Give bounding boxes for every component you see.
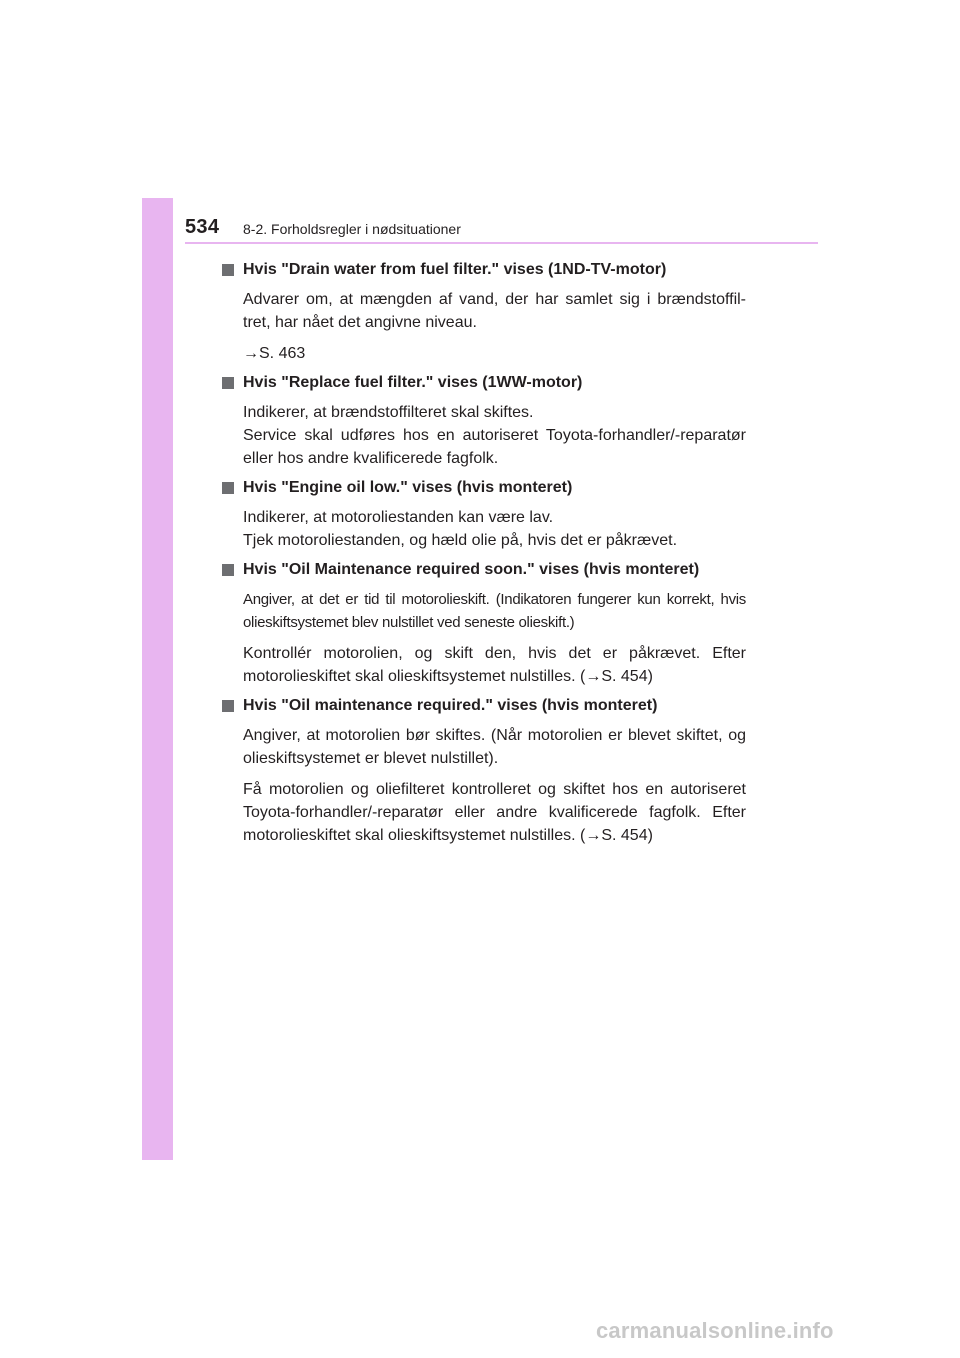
section-heading bbox=[222, 696, 746, 716]
heading-text: Hvis "Drain water from fuel filter." vises (1ND-TV-motor) bbox=[243, 261, 667, 278]
square-bullet-icon bbox=[222, 264, 234, 276]
paragraph: Tjek motoroliestanden, og hæld olie på, hvis det er påkrævet. bbox=[243, 532, 678, 549]
page-reference-link[interactable]: →S. 463 bbox=[243, 345, 306, 362]
header-divider bbox=[185, 242, 818, 244]
section-replace-fuel-filter bbox=[222, 373, 746, 470]
paragraph: Kontrollér motorolien, og skift den, hvis det er påkrævet. Efter motorolieskiftet skal olieskiftsystemet nulstilles. (→S. 454) bbox=[243, 645, 746, 685]
paragraph: Angiver, at motorolien bør skiftes. (Når motorolien er blevet skiftet, og olieskiftsystemet er blevet nulstillet). bbox=[243, 727, 746, 767]
paragraph: Service skal udføres hos en autoriseret Toyota-forhandler/-reparatør eller hos andre kvalificerede fagfolk. bbox=[243, 427, 746, 467]
content bbox=[222, 252, 746, 855]
square-bullet-icon bbox=[222, 377, 234, 389]
section-drain-water bbox=[222, 260, 746, 365]
section-heading bbox=[222, 560, 746, 580]
heading-text: Hvis "Replace fuel filter." vises (1WW-motor) bbox=[243, 374, 583, 391]
section-heading bbox=[222, 260, 746, 280]
paragraph: Angiver, at det er tid til motorolieskift. (Indikatoren fungerer kun korrekt, hvis olieskiftsystemet blev nulstillet ved seneste olieskift.) bbox=[243, 591, 746, 631]
heading-text: Hvis "Oil maintenance required." vises (hvis monteret) bbox=[243, 697, 658, 714]
heading-text: Hvis "Oil Maintenance required soon." vises (hvis monteret) bbox=[243, 561, 700, 578]
section-oil-maintenance-soon bbox=[222, 560, 746, 688]
square-bullet-icon bbox=[222, 564, 234, 576]
paragraph: Indikerer, at brændstoffilteret skal skiftes. bbox=[243, 404, 534, 421]
square-bullet-icon bbox=[222, 700, 234, 712]
square-bullet-icon bbox=[222, 482, 234, 494]
paragraph: Indikerer, at motoroliestanden kan være lav. bbox=[243, 509, 554, 526]
section-oil-maintenance-required bbox=[222, 696, 746, 847]
section-heading bbox=[222, 373, 746, 393]
heading-text: Hvis "Engine oil low." vises (hvis monteret) bbox=[243, 479, 573, 496]
chapter-side-band bbox=[142, 198, 173, 1160]
page-number: 534 bbox=[185, 216, 220, 238]
section-engine-oil-low bbox=[222, 478, 746, 552]
paragraph: Advarer om, at mængden af vand, der har samlet sig i brændstoffil-tret, har nået det angivne niveau. bbox=[243, 291, 746, 331]
section-heading bbox=[222, 478, 746, 498]
watermark-logo: carmanualsonline.info bbox=[596, 1318, 834, 1343]
paragraph: Få motorolien og oliefilteret kontrolleret og skiftet hos en autoriseret Toyota-forhandler/-reparatør eller andre kvalificerede fagfolk. Efter motorolieskiftet skal olieskiftsystemet nulstilles. (→S. 454) bbox=[243, 781, 746, 844]
section-title: 8-2. Forholdsregler i nødsituationer bbox=[243, 221, 461, 237]
